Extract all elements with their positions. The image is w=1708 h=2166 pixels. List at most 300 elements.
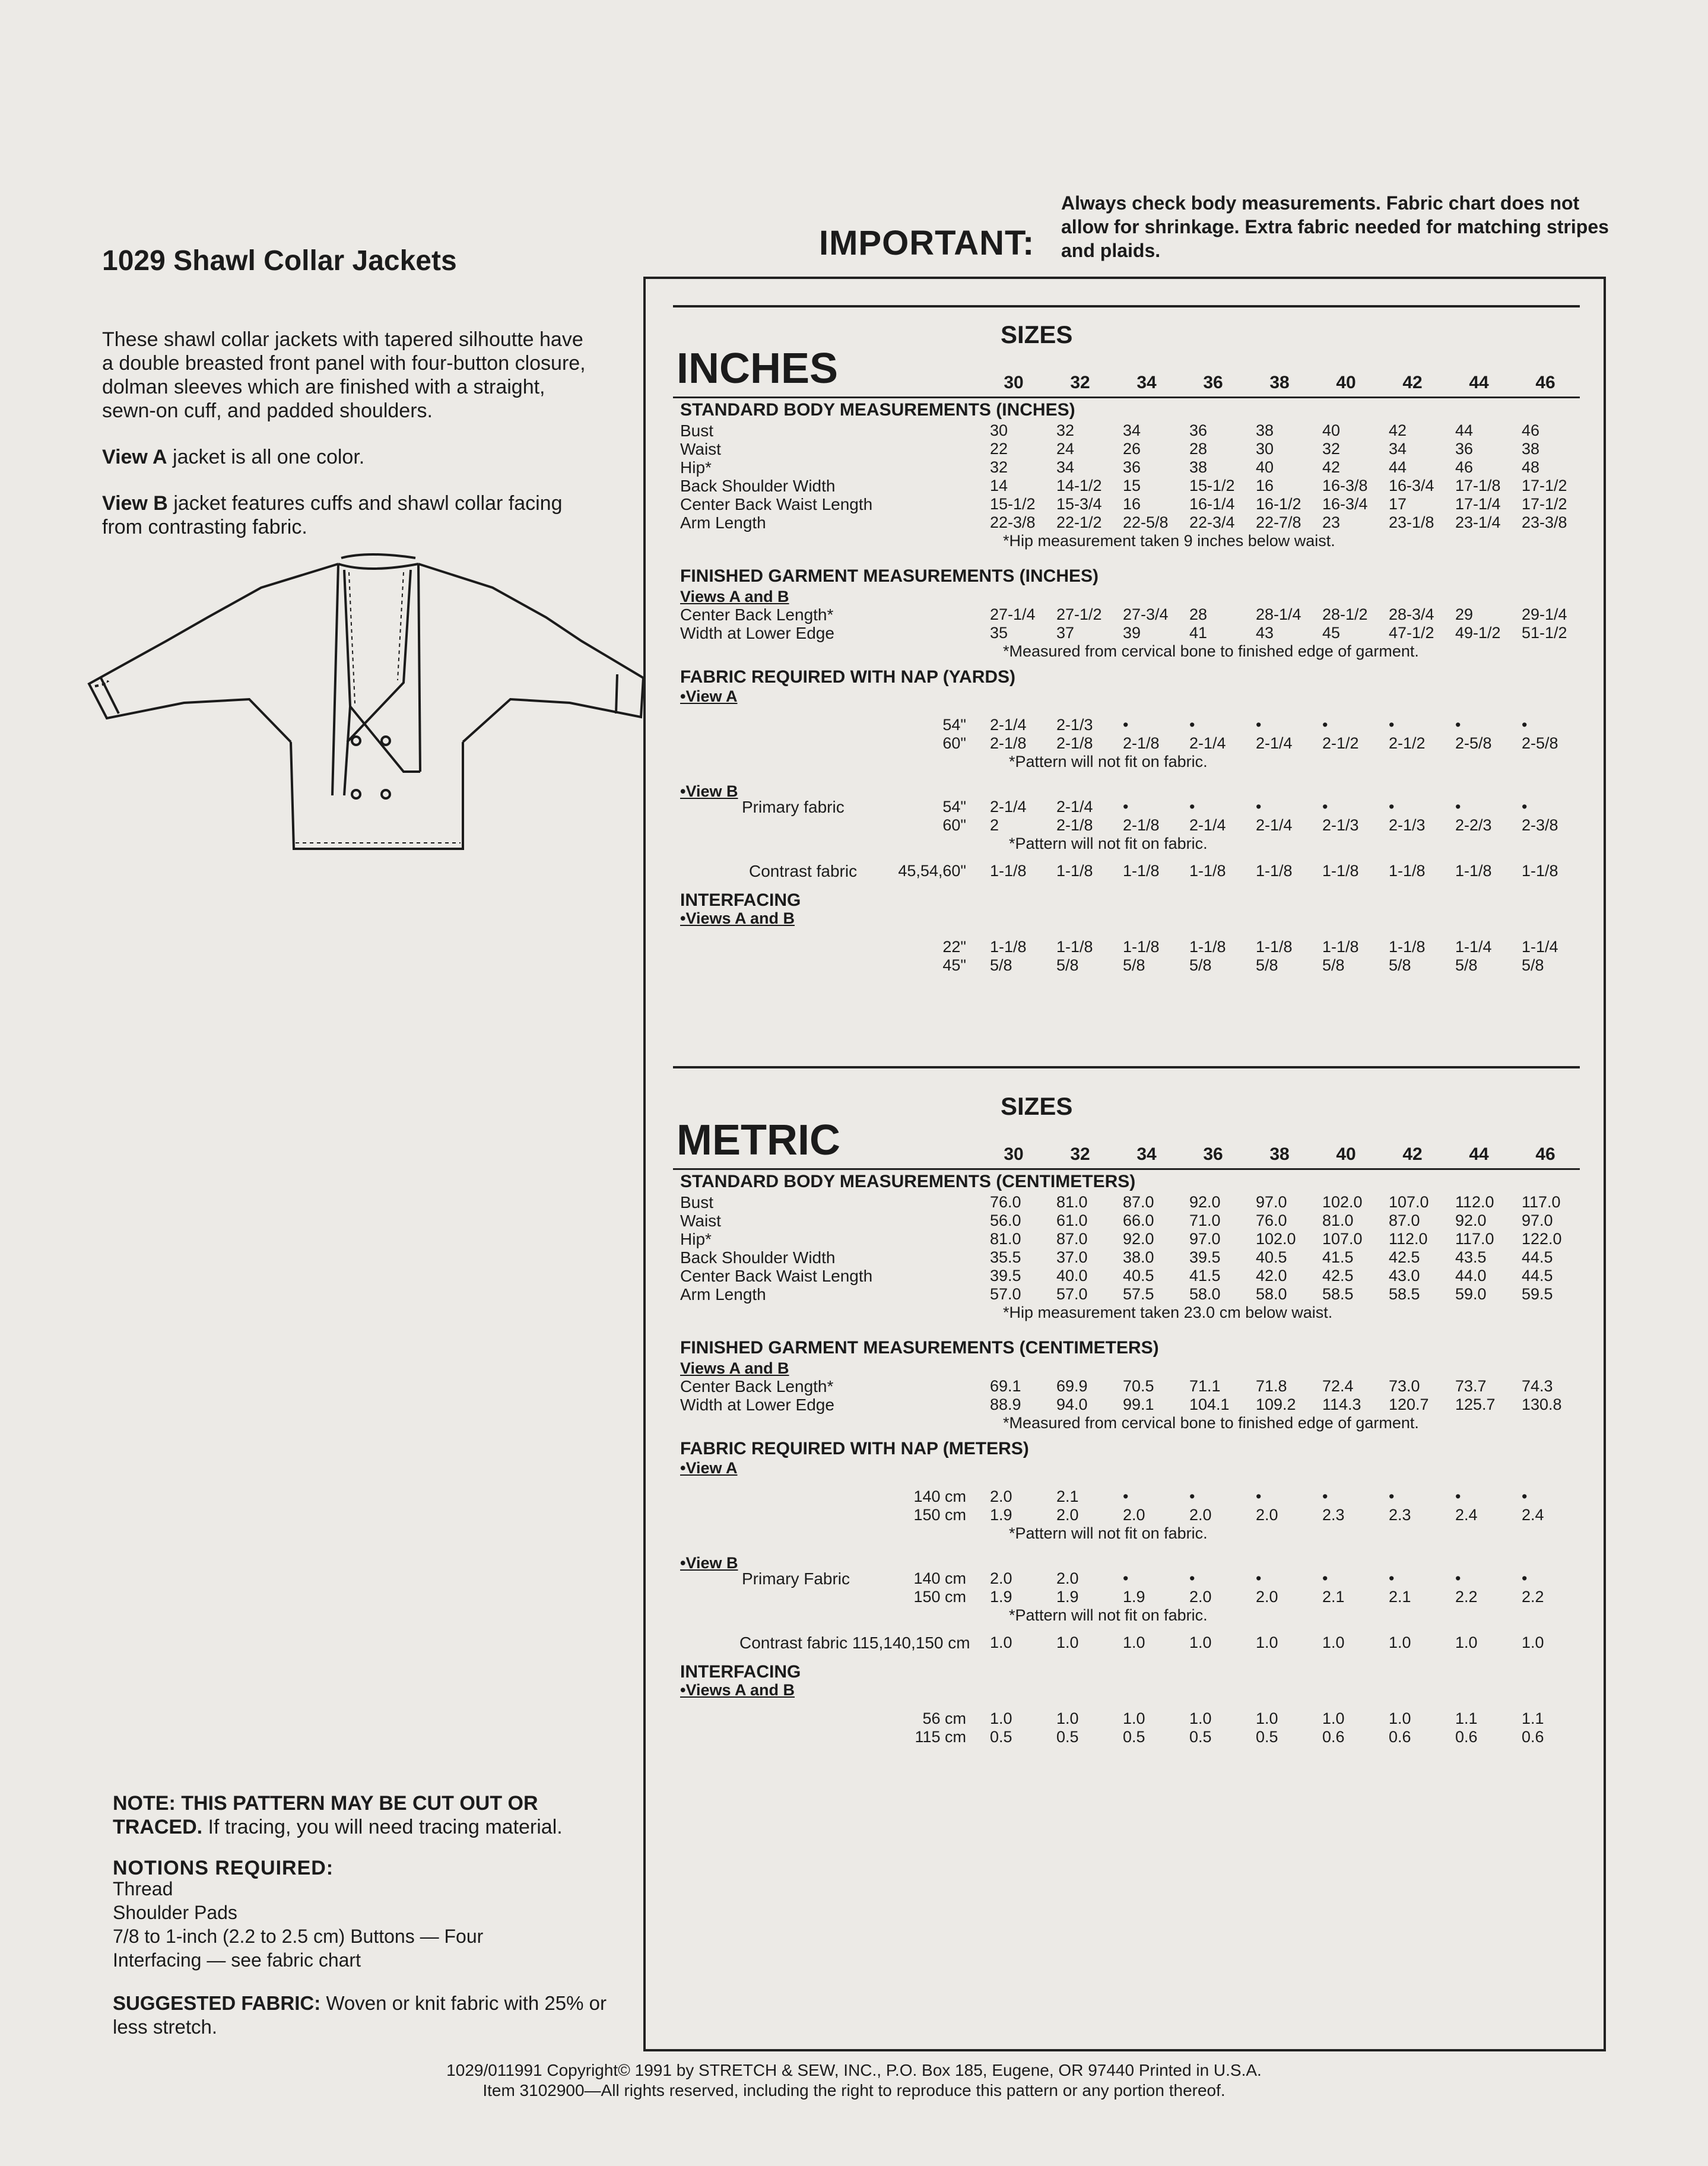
measurement-value: 23-3/8 xyxy=(1522,513,1567,531)
measurement-value: 57.5 xyxy=(1123,1285,1154,1303)
measurement-value: 46 xyxy=(1455,458,1474,476)
measurement-value: 15-1/2 xyxy=(1189,477,1235,494)
yardage-value: 0.5 xyxy=(1056,1728,1079,1746)
yardage-value: 2-1/4 xyxy=(1189,816,1226,834)
yardage-value: 2-2/3 xyxy=(1455,816,1492,834)
measurement-value: 42.5 xyxy=(1322,1267,1354,1285)
measurement-value: 28 xyxy=(1189,605,1208,623)
notions-heading: NOTIONS REQUIRED: xyxy=(113,1857,334,1879)
yardage-value: 1.9 xyxy=(1123,1588,1145,1606)
measurement-value: 32 xyxy=(990,458,1008,476)
sizes-heading: SIZES xyxy=(1001,1092,1073,1120)
footnote: *Pattern will not fit on fabric. xyxy=(1009,1606,1208,1624)
measurement-value: 59.0 xyxy=(1455,1285,1487,1303)
yardage-value: 2-1/4 xyxy=(990,798,1027,816)
measurement-value: 34 xyxy=(1123,421,1141,439)
yardage-value: 2.1 xyxy=(1322,1588,1345,1606)
notion-item: Interfacing — see fabric chart xyxy=(113,1949,361,1971)
measurement-label: Bust xyxy=(680,1193,714,1212)
yardage-value: • xyxy=(1256,1569,1262,1587)
measurement-value: 22-7/8 xyxy=(1256,513,1301,531)
yardage-value: 1.0 xyxy=(1322,1634,1345,1651)
measurement-value: 38.0 xyxy=(1123,1248,1154,1266)
yardage-value: 2.3 xyxy=(1322,1506,1345,1524)
measurement-value: 43 xyxy=(1256,624,1274,642)
size-header: 30 xyxy=(1004,373,1024,392)
yardage-value: 5/8 xyxy=(1522,956,1544,974)
yardage-value: 2.2 xyxy=(1522,1588,1544,1606)
size-header: 36 xyxy=(1203,373,1223,392)
measurement-value: 26 xyxy=(1123,440,1141,458)
footnote: *Pattern will not fit on fabric. xyxy=(1009,1524,1208,1542)
measurement-value: 71.8 xyxy=(1256,1377,1287,1395)
fabric-width: 54" xyxy=(942,716,966,734)
measurement-label: Width at Lower Edge xyxy=(680,624,834,642)
yardage-value: 5/8 xyxy=(990,956,1012,974)
measurement-value: 57.0 xyxy=(1056,1285,1088,1303)
yardage-value: 1.0 xyxy=(1056,1710,1079,1727)
measurement-value: 109.2 xyxy=(1256,1396,1296,1413)
suggested-fabric-text: Woven or knit fabric with 25% or less stretch. xyxy=(113,1992,607,2038)
measurement-value: 42.0 xyxy=(1256,1267,1287,1285)
measurement-label: Center Back Waist Length xyxy=(680,495,873,513)
yardage-value: • xyxy=(1522,716,1528,734)
fabric-width: 45,54,60" xyxy=(898,862,966,880)
size-header: 40 xyxy=(1336,1144,1356,1164)
yardage-value: 2.1 xyxy=(1056,1488,1079,1505)
yardage-value: 1.0 xyxy=(1189,1710,1212,1727)
yardage-value: 2-1/4 xyxy=(1056,798,1093,816)
fabric-required-heading: FABRIC REQUIRED WITH NAP (METERS) xyxy=(680,1439,1029,1458)
section-rule xyxy=(673,305,1580,307)
yardage-value: • xyxy=(1322,1569,1328,1587)
footnote: *Measured from cervical bone to finished edge of garment. xyxy=(1003,1414,1419,1432)
measurement-value: 28-3/4 xyxy=(1389,605,1434,623)
measurement-value: 42.5 xyxy=(1389,1248,1420,1266)
suggested-fabric-label: SUGGESTED FABRIC: xyxy=(113,1992,321,2014)
measurement-value: 28-1/4 xyxy=(1256,605,1301,623)
measurement-value: 66.0 xyxy=(1123,1212,1154,1229)
trace-note xyxy=(113,1791,623,1839)
measurement-value: 87.0 xyxy=(1389,1212,1420,1229)
measurement-value: 59.5 xyxy=(1522,1285,1553,1303)
measurement-value: 42 xyxy=(1322,458,1341,476)
fabric-width: 22" xyxy=(942,938,966,956)
yardage-value: 2.4 xyxy=(1522,1506,1544,1524)
size-header: 42 xyxy=(1402,1144,1423,1164)
finished-measurements-heading: FINISHED GARMENT MEASUREMENTS (CENTIMETERS) xyxy=(680,1338,1159,1358)
yardage-value: 5/8 xyxy=(1455,956,1478,974)
measurement-value: 73.0 xyxy=(1389,1377,1420,1395)
header-rule xyxy=(673,1168,1580,1170)
measurement-value: 23 xyxy=(1322,513,1341,531)
measurement-value: 23-1/8 xyxy=(1389,513,1434,531)
measurement-value: 23-1/4 xyxy=(1455,513,1501,531)
measurement-value: 32 xyxy=(1056,421,1075,439)
measurement-value: 17-1/2 xyxy=(1522,477,1567,494)
yardage-value: • xyxy=(1322,716,1328,734)
measurement-value: 71.1 xyxy=(1189,1377,1221,1395)
measurement-value: 76.0 xyxy=(990,1193,1021,1211)
yardage-value: 1-1/8 xyxy=(1189,862,1226,880)
rights-line: Item 3102900—All rights reserved, including the right to reproduce this pattern or any portion thereof. xyxy=(482,2081,1226,2100)
size-header: 42 xyxy=(1402,373,1423,392)
view-b-label: View B xyxy=(102,492,168,515)
yardage-value: 5/8 xyxy=(1256,956,1278,974)
yardage-value: • xyxy=(1522,1569,1528,1587)
measurement-value: 27-1/4 xyxy=(990,605,1036,623)
measurement-value: 35 xyxy=(990,624,1008,642)
yardage-value: 1.0 xyxy=(1189,1634,1212,1651)
yardage-value: • xyxy=(1455,716,1461,734)
fabric-width: 45" xyxy=(942,956,966,974)
yardage-value: 1.0 xyxy=(990,1634,1012,1651)
yardage-value: 5/8 xyxy=(1189,956,1212,974)
measurement-value: 22 xyxy=(990,440,1008,458)
yardage-value: • xyxy=(1189,1569,1195,1587)
yardage-value: • xyxy=(1123,798,1129,816)
fabric-width: 56 cm xyxy=(922,1710,966,1727)
measurement-value: 114.3 xyxy=(1322,1396,1361,1413)
yardage-value: 2-1/4 xyxy=(1189,734,1226,752)
yardage-value: • xyxy=(1389,716,1395,734)
yardage-value: 2.0 xyxy=(1123,1506,1145,1524)
yardage-value: 1.9 xyxy=(990,1506,1012,1524)
yardage-value: 2.0 xyxy=(990,1488,1012,1505)
measurement-value: 34 xyxy=(1056,458,1075,476)
measurement-label: Hip* xyxy=(680,1230,712,1248)
sizes-heading: SIZES xyxy=(1001,321,1073,348)
yardage-value: 2-1/3 xyxy=(1389,816,1426,834)
pattern-title: 1029 Shawl Collar Jackets xyxy=(102,245,457,277)
views-subheading: Views A and B xyxy=(680,588,789,605)
yardage-value: 1.0 xyxy=(1123,1710,1145,1727)
yardage-value: 1.0 xyxy=(990,1710,1012,1727)
measurement-value: 81.0 xyxy=(990,1230,1021,1248)
measurement-value: 39.5 xyxy=(1189,1248,1221,1266)
yardage-value: 2.0 xyxy=(1056,1569,1079,1587)
measurement-value: 117.0 xyxy=(1522,1193,1561,1211)
measurement-value: 44.5 xyxy=(1522,1248,1553,1266)
measurement-value: 27-1/2 xyxy=(1056,605,1102,623)
measurement-value: 27-3/4 xyxy=(1123,605,1169,623)
measurement-value: 70.5 xyxy=(1123,1377,1154,1395)
measurement-value: 71.0 xyxy=(1189,1212,1221,1229)
size-header: 34 xyxy=(1136,1144,1157,1164)
yardage-value: 2-5/8 xyxy=(1455,734,1492,752)
measurement-value: 29 xyxy=(1455,605,1474,623)
yardage-value: 2-1/2 xyxy=(1389,734,1426,752)
measurement-value: 49-1/2 xyxy=(1455,624,1501,642)
yardage-value: 1-1/8 xyxy=(1256,938,1293,956)
measurement-value: 39 xyxy=(1123,624,1141,642)
size-header: 44 xyxy=(1469,373,1489,392)
yardage-value: 5/8 xyxy=(1322,956,1345,974)
yardage-value: • xyxy=(1455,798,1461,816)
yardage-value: 2.0 xyxy=(1256,1588,1278,1606)
yardage-value: 1.0 xyxy=(1256,1710,1278,1727)
yardage-value: 0.6 xyxy=(1522,1728,1544,1746)
units-heading: INCHES xyxy=(677,345,839,392)
yardage-value: 2-5/8 xyxy=(1522,734,1558,752)
measurement-label: Bust xyxy=(680,421,714,440)
yardage-value: 1-1/8 xyxy=(1123,862,1160,880)
size-header: 32 xyxy=(1070,1144,1090,1164)
measurement-value: 43.5 xyxy=(1455,1248,1487,1266)
measurement-value: 32 xyxy=(1322,440,1341,458)
yardage-value: 1.0 xyxy=(1389,1710,1411,1727)
measurement-value: 74.3 xyxy=(1522,1377,1553,1395)
yardage-value: • xyxy=(1256,716,1262,734)
view-b-description xyxy=(102,491,595,539)
yardage-value: 2.1 xyxy=(1389,1588,1411,1606)
suggested-fabric xyxy=(113,1991,623,2039)
measurement-value: 81.0 xyxy=(1322,1212,1354,1229)
measurement-value: 22-3/8 xyxy=(990,513,1036,531)
yardage-value: 2-1/4 xyxy=(1256,816,1293,834)
measurement-value: 58.5 xyxy=(1389,1285,1420,1303)
view-a-subheading: •View A xyxy=(680,687,738,705)
yardage-value: 2.4 xyxy=(1455,1506,1478,1524)
size-header: 30 xyxy=(1004,1144,1024,1164)
measurement-value: 112.0 xyxy=(1389,1230,1428,1248)
yardage-value: 1.1 xyxy=(1455,1710,1478,1727)
measurement-value: 41.5 xyxy=(1322,1248,1354,1266)
measurement-value: 40 xyxy=(1256,458,1274,476)
yardage-value: 1-1/4 xyxy=(1455,938,1492,956)
yardage-value: 2 xyxy=(990,816,999,834)
yardage-value: • xyxy=(1389,798,1395,816)
yardage-value: 2.0 xyxy=(1189,1588,1212,1606)
measurement-value: 125.7 xyxy=(1455,1396,1496,1413)
measurement-label: Waist xyxy=(680,1212,721,1230)
measurement-value: 73.7 xyxy=(1455,1377,1487,1395)
measurement-value: 69.9 xyxy=(1056,1377,1088,1395)
pattern-description: These shawl collar jackets with tapered silhoutte have a double breasted front panel with four-button closure, dolman sleeves which are finished with a straight, sewn-on cuff, and padded shoulders. xyxy=(102,328,586,422)
yardage-value: • xyxy=(1522,798,1528,816)
measurement-value: 87.0 xyxy=(1123,1193,1154,1211)
measurement-value: 24 xyxy=(1056,440,1075,458)
size-header: 38 xyxy=(1269,373,1290,392)
important-text: Always check body measurements. Fabric chart does not allow for shrinkage. Extra fabric needed for matching stripes and plaids. xyxy=(1061,192,1609,261)
view-a-label: View A xyxy=(102,446,167,468)
yardage-value: 0.6 xyxy=(1322,1728,1345,1746)
yardage-value: • xyxy=(1123,1488,1129,1505)
measurement-label: Arm Length xyxy=(680,1285,766,1304)
yardage-value: 2-1/8 xyxy=(1123,734,1160,752)
primary-fabric-label: Primary Fabric xyxy=(742,1569,850,1588)
yardage-value: 1.0 xyxy=(1123,1634,1145,1651)
measurement-label: Arm Length xyxy=(680,513,766,532)
measurement-value: 107.0 xyxy=(1389,1193,1429,1211)
measurement-value: 29-1/4 xyxy=(1522,605,1567,623)
yardage-value: 1.0 xyxy=(1056,1634,1079,1651)
interfacing-subheading: •Views A and B xyxy=(680,1681,795,1699)
measurement-value: 17-1/8 xyxy=(1455,477,1501,494)
measurement-label: Back Shoulder Width xyxy=(680,1248,836,1267)
measurement-label: Hip* xyxy=(680,458,712,477)
primary-fabric-label: Primary fabric xyxy=(742,798,845,816)
yardage-value: 1.0 xyxy=(1522,1634,1544,1651)
yardage-value: 0.5 xyxy=(1189,1728,1212,1746)
measurement-value: 69.1 xyxy=(990,1377,1021,1395)
measurement-value: 36 xyxy=(1123,458,1141,476)
measurement-value: 35.5 xyxy=(990,1248,1021,1266)
measurement-value: 28 xyxy=(1189,440,1208,458)
yardage-value: • xyxy=(1455,1569,1461,1587)
measurement-value: 14 xyxy=(990,477,1008,494)
measurement-value: 38 xyxy=(1522,440,1540,458)
footnote: *Pattern will not fit on fabric. xyxy=(1009,753,1208,770)
yardage-value: • xyxy=(1123,716,1129,734)
fabric-width: 140 cm xyxy=(913,1569,966,1587)
measurement-label: Back Shoulder Width xyxy=(680,477,836,495)
yardage-value: 5/8 xyxy=(1389,956,1411,974)
measurement-value: 120.7 xyxy=(1389,1396,1429,1413)
yardage-value: 1.0 xyxy=(1455,1634,1478,1651)
yardage-value: 2-1/8 xyxy=(990,734,1027,752)
yardage-value: 2-3/8 xyxy=(1522,816,1558,834)
fabric-required-heading: FABRIC REQUIRED WITH NAP (YARDS) xyxy=(680,667,1016,687)
measurement-value: 41 xyxy=(1189,624,1208,642)
interfacing-subheading: •Views A and B xyxy=(680,909,795,927)
measurement-value: 130.8 xyxy=(1522,1396,1562,1413)
fabric-width: 150 cm xyxy=(913,1588,966,1606)
view-a-text: jacket is all one color. xyxy=(167,446,365,468)
fabric-width: 54" xyxy=(942,798,966,816)
yardage-value: 1-1/8 xyxy=(1455,862,1492,880)
measurement-value: 46 xyxy=(1522,421,1540,439)
measurement-value: 40 xyxy=(1322,421,1341,439)
footnote: *Measured from cervical bone to finished edge of garment. xyxy=(1003,642,1419,660)
measurement-value: 37 xyxy=(1056,624,1075,642)
body-measurements-heading: STANDARD BODY MEASUREMENTS (CENTIMETERS) xyxy=(680,1172,1136,1191)
trace-note-text: If tracing, you will need tracing material. xyxy=(202,1816,563,1838)
measurement-value: 38 xyxy=(1189,458,1208,476)
yardage-value: 1-1/8 xyxy=(1389,938,1426,956)
measurement-value: 92.0 xyxy=(1455,1212,1487,1229)
measurement-value: 88.9 xyxy=(990,1396,1021,1413)
measurement-value: 99.1 xyxy=(1123,1396,1154,1413)
measurement-value: 40.5 xyxy=(1256,1248,1287,1266)
yardage-value: 2-1/8 xyxy=(1123,816,1160,834)
yardage-value: 1-1/8 xyxy=(1322,938,1359,956)
measurement-value: 14-1/2 xyxy=(1056,477,1102,494)
measurement-value: 28-1/2 xyxy=(1322,605,1368,623)
yardage-value: 1-1/8 xyxy=(1522,862,1558,880)
interfacing-heading: INTERFACING xyxy=(680,890,801,910)
yardage-value: 2-1/8 xyxy=(1056,816,1093,834)
yardage-value: 1.0 xyxy=(1389,1634,1411,1651)
measurement-value: 58.0 xyxy=(1256,1285,1287,1303)
yardage-value: 1-1/8 xyxy=(1322,862,1359,880)
measurement-label: Waist xyxy=(680,440,721,458)
measurement-value: 102.0 xyxy=(1322,1193,1363,1211)
yardage-value: 1-1/4 xyxy=(1522,938,1558,956)
measurement-value: 43.0 xyxy=(1389,1267,1420,1285)
yardage-value: 2.0 xyxy=(1056,1506,1079,1524)
footnote: *Hip measurement taken 9 inches below waist. xyxy=(1003,532,1335,550)
measurement-value: 56.0 xyxy=(990,1212,1021,1229)
measurement-value: 16-3/4 xyxy=(1322,495,1368,513)
measurement-value: 38 xyxy=(1256,421,1274,439)
yardage-value: 2-1/3 xyxy=(1322,816,1359,834)
yardage-value: • xyxy=(1189,716,1195,734)
yardage-value: 2.2 xyxy=(1455,1588,1478,1606)
copyright-line: 1029/011991 Copyright© 1991 by STRETCH & SEW, INC., P.O. Box 185, Eugene, OR 97440 Printed in U.S.A. xyxy=(446,2061,1262,2079)
yardage-value: 0.5 xyxy=(990,1728,1012,1746)
header-rule xyxy=(673,397,1580,398)
measurement-value: 22-5/8 xyxy=(1123,513,1169,531)
measurement-value: 76.0 xyxy=(1256,1212,1287,1229)
yardage-value: 1-1/8 xyxy=(1389,862,1426,880)
view-b-subheading: •View B xyxy=(680,782,738,800)
yardage-value: 2.3 xyxy=(1389,1506,1411,1524)
measurement-value: 17 xyxy=(1389,495,1407,513)
yardage-value: 0.5 xyxy=(1256,1728,1278,1746)
yardage-value: 2-1/2 xyxy=(1322,734,1359,752)
yardage-value: • xyxy=(1256,798,1262,816)
contrast-fabric-label: Contrast fabric xyxy=(749,862,858,880)
yardage-value: 1-1/8 xyxy=(990,938,1027,956)
measurement-label: Center Back Waist Length xyxy=(680,1267,873,1285)
measurement-value: 48 xyxy=(1522,458,1540,476)
measurement-value: 57.0 xyxy=(990,1285,1021,1303)
measurement-value: 15-3/4 xyxy=(1056,495,1102,513)
size-header: 46 xyxy=(1535,373,1555,392)
fabric-width: 60" xyxy=(942,734,966,752)
measurement-value: 44.5 xyxy=(1522,1267,1553,1285)
notion-item: Shoulder Pads xyxy=(113,1902,237,1923)
yardage-value: 2-1/4 xyxy=(990,716,1027,734)
footnote: *Pattern will not fit on fabric. xyxy=(1009,835,1208,852)
measurement-value: 37.0 xyxy=(1056,1248,1088,1266)
measurement-value: 34 xyxy=(1389,440,1407,458)
measurement-value: 87.0 xyxy=(1056,1230,1088,1248)
measurement-value: 44.0 xyxy=(1455,1267,1487,1285)
yardage-value: 1.9 xyxy=(1056,1588,1079,1606)
measurement-value: 51-1/2 xyxy=(1522,624,1567,642)
measurement-value: 112.0 xyxy=(1455,1193,1494,1211)
yardage-value: 1-1/8 xyxy=(1056,938,1093,956)
notion-item: Thread xyxy=(113,1878,173,1899)
measurement-value: 22-3/4 xyxy=(1189,513,1235,531)
fabric-width: 140 cm xyxy=(913,1488,966,1505)
yardage-value: 1.0 xyxy=(1322,1710,1345,1727)
yardage-value: 5/8 xyxy=(1056,956,1079,974)
measurement-value: 16-1/2 xyxy=(1256,495,1301,513)
yardage-value: • xyxy=(1389,1569,1395,1587)
measurement-value: 17-1/4 xyxy=(1455,495,1501,513)
measurement-value: 107.0 xyxy=(1322,1230,1363,1248)
measurement-value: 81.0 xyxy=(1056,1193,1088,1211)
measurement-value: 16-1/4 xyxy=(1189,495,1235,513)
yardage-value: 1-1/8 xyxy=(1189,938,1226,956)
size-header: 32 xyxy=(1070,373,1090,392)
size-header: 38 xyxy=(1269,1144,1290,1164)
notion-item: 7/8 to 1-inch (2.2 to 2.5 cm) Buttons — Four xyxy=(113,1926,484,1947)
measurement-value: 44 xyxy=(1389,458,1407,476)
measurement-value: 45 xyxy=(1322,624,1341,642)
measurement-value: 30 xyxy=(990,421,1008,439)
measurement-value: 22-1/2 xyxy=(1056,513,1102,531)
size-header: 34 xyxy=(1136,373,1157,392)
interfacing-heading: INTERFACING xyxy=(680,1662,801,1682)
measurement-value: 42 xyxy=(1389,421,1407,439)
measurement-value: 40.5 xyxy=(1123,1267,1154,1285)
body-measurements-heading: STANDARD BODY MEASUREMENTS (INCHES) xyxy=(680,400,1075,420)
measurement-value: 36 xyxy=(1189,421,1208,439)
